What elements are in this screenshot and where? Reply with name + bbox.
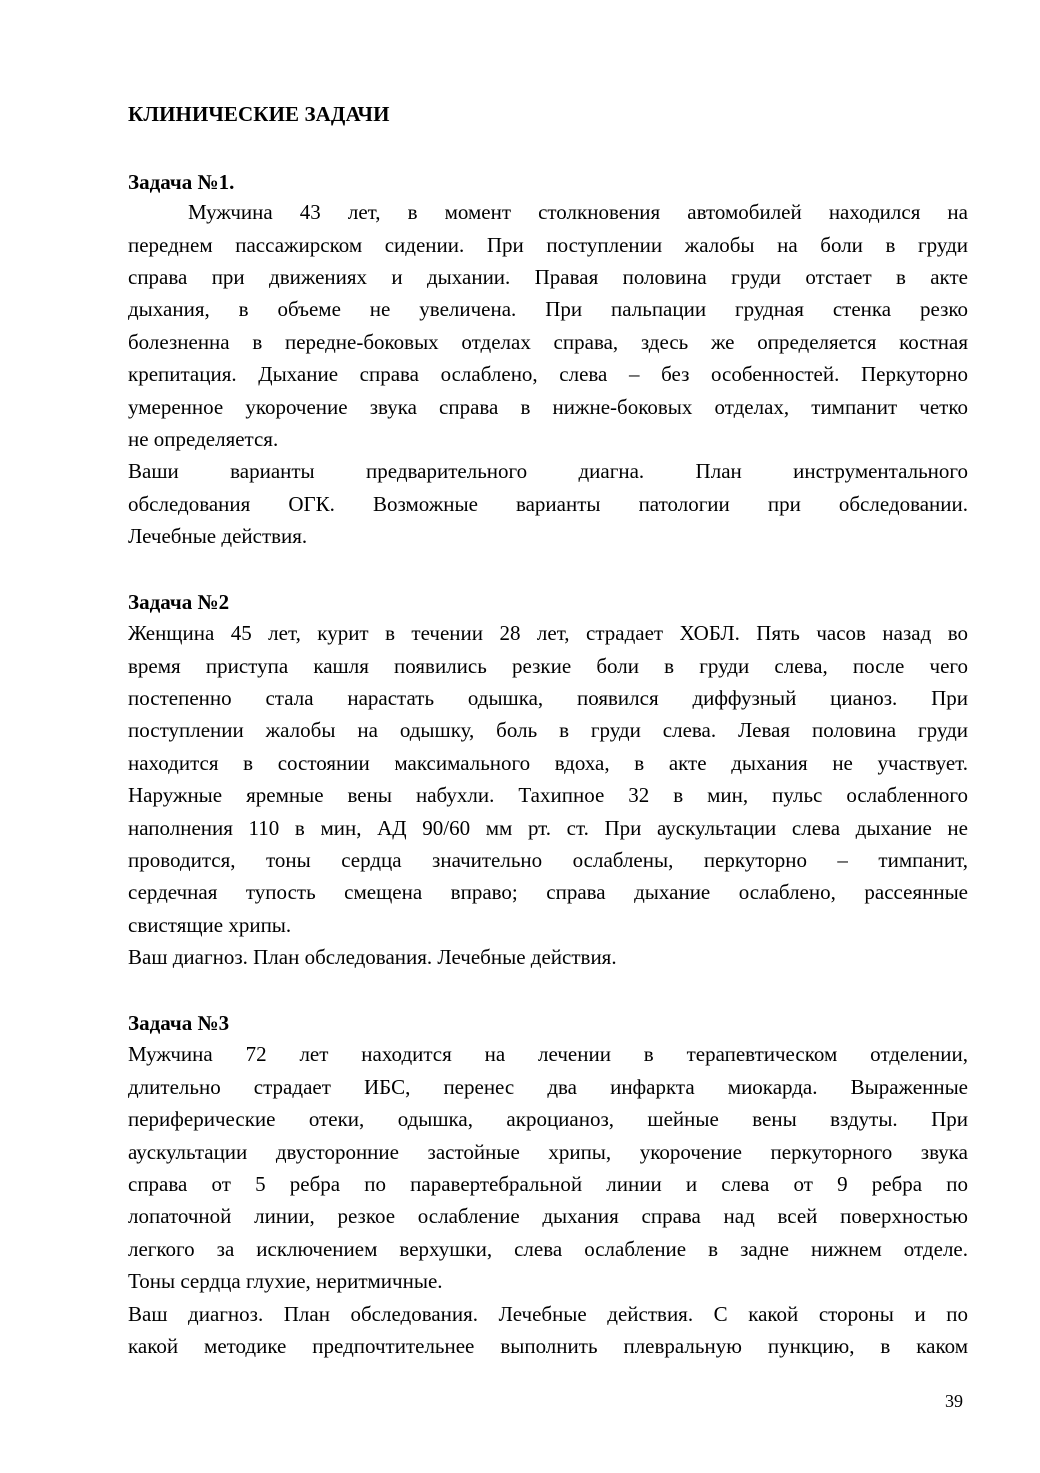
task-2-line: время приступа кашля появились резкие боли в груди слева, после чего — [128, 654, 968, 678]
task-1-line: болезненна в передне-боковых отделах справа, здесь же определяется костная — [128, 330, 968, 354]
task-3-line: лопаточной линии, резкое ослабление дыхания справа над всей поверхностью — [128, 1204, 968, 1228]
task-2-line: поступлении жалобы на одышку, боль в груди слева. Левая половина груди — [128, 718, 968, 742]
task-2-line: Женщина 45 лет, курит в течении 28 лет, страдает ХОБЛ. Пять часов назад во — [128, 621, 968, 645]
task-2-line: сердечная тупость смещена вправо; справа дыхание ослаблено, рассеянные — [128, 880, 968, 904]
task-2-line: постепенно стала нарастать одышка, появился диффузный цианоз. При — [128, 686, 968, 710]
task-1-line: Мужчина 43 лет, в момент столкновения автомобилей находился на — [188, 200, 968, 224]
task-3-line: аускультации двусторонние застойные хрипы, укорочение перкуторного звука — [128, 1140, 968, 1164]
task-2-line: находится в состоянии максимального вдоха, в акте дыхания не участвует. — [128, 751, 968, 775]
task-1-line: дыхания, в объеме не увеличена. При пальпации грудная стенка резко — [128, 297, 968, 321]
page-heading: КЛИНИЧЕСКИЕ ЗАДАЧИ — [128, 102, 390, 126]
task-3-line: Ваш диагноз. План обследования. Лечебные действия. С какой стороны и по — [128, 1302, 968, 1326]
task-1-line: крепитация. Дыхание справа ослаблено, слева – без особенностей. Перкуторно — [128, 362, 968, 386]
task-3-line: Тоны сердца глухие, неритмичные. — [128, 1269, 443, 1293]
task-2-line: свистящие хрипы. — [128, 913, 292, 937]
task-2-line: проводится, тоны сердца значительно ослаблены, перкуторно – тимпанит, — [128, 848, 968, 872]
task-1-line: обследования ОГК. Возможные варианты патологии при обследовании. — [128, 492, 968, 516]
task-3-line: длительно страдает ИБС, перенес два инфаркта миокарда. Выраженные — [128, 1075, 968, 1099]
task-1-line: не определяется. — [128, 427, 279, 451]
task-3-line: справа от 5 ребра по паравертебральной линии и слева от 9 ребра по — [128, 1172, 968, 1196]
task-3-line: периферические отеки, одышка, акроцианоз, шейные вены вздуты. При — [128, 1107, 968, 1131]
task-2-line: Ваш диагноз. План обследования. Лечебные действия. — [128, 945, 617, 969]
task-1-line: Ваши варианты предварительного диагна. План инструментального — [128, 459, 968, 483]
task-1-title: Задача №1. — [128, 170, 235, 194]
task-3-line: Мужчина 72 лет находится на лечении в терапевтическом отделении, — [128, 1042, 968, 1066]
task-3-line: какой методике предпочтительнее выполнить плевральную пункцию, в каком — [128, 1334, 968, 1358]
task-2-line: Наружные яремные вены набухли. Тахипное 32 в мин, пульс ослабленного — [128, 783, 968, 807]
task-2-title: Задача №2 — [128, 590, 230, 614]
task-2-line: наполнения 110 в мин, АД 90/60 мм рт. ст. При аускультации слева дыхание не — [128, 816, 968, 840]
task-3-line: легкого за исключением верхушки, слева ослабление в задне нижнем отделе. — [128, 1237, 968, 1261]
task-3-title: Задача №3 — [128, 1011, 230, 1035]
page-number: 39 — [945, 1391, 963, 1411]
task-1-line: переднем пассажирском сидении. При поступлении жалобы на боли в груди — [128, 233, 968, 257]
task-1-line: умеренное укорочение звука справа в нижне-боковых отделах, тимпанит четко — [128, 395, 968, 419]
task-1-line: Лечебные действия. — [128, 524, 308, 548]
task-1-line: справа при движениях и дыхании. Правая половина груди отстает в акте — [128, 265, 968, 289]
